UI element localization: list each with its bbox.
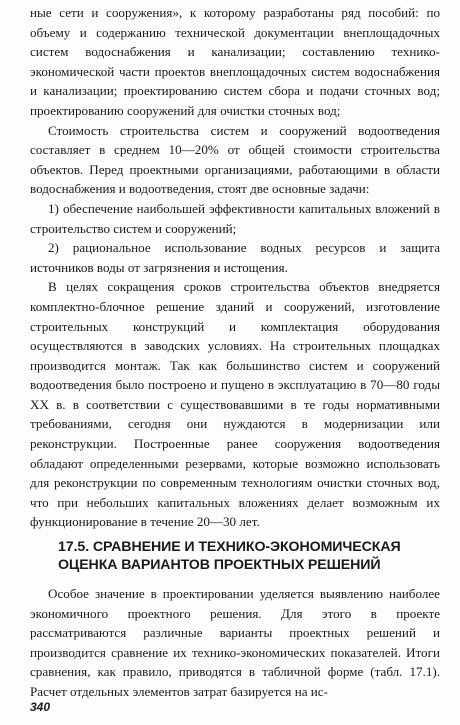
body-text-top — [30, 3, 440, 532]
section-heading-line-1: 17.5. СРАВНЕНИЕ И ТЕХНИКО-ЭКОНОМИЧЕСКАЯ — [58, 539, 401, 555]
paragraph-cost: Стоимость строительства систем и сооружений водоотведения составляет в среднем 10—20% от общей стоимости строительства объектов. Перед проектными организациями, работающими в области водоснабжения и водоотведения, стоят две основные задачи: — [30, 122, 440, 197]
section-heading — [58, 539, 438, 574]
body-text-bottom — [30, 584, 440, 702]
paragraph-construction: В целях сокращения сроков строительства объектов внедряется комплектно-блочное решение зданий и сооружений, изготовление строительных конструкций и комплектация оборудования осуществляются в заводских условиях. На строительных площадках производится монтаж. Так как большинство систем и сооружений водоотведения было построено и пущено в эксплуатацию в 70—80 годы XX в. в соответствии с существовавшими в те годы нормативными требованиями, сегодня они нуждаются в модернизации или реконструкции. Построенные ранее сооружения водоотведения обладают определенными резервами, которые возможно использовать для реконструкции по современным технологиям очистки сточных вод, что при небольших капитальных вложениях делает возможным их функционирование в течение 20—30 лет. — [30, 279, 440, 530]
section-heading-line-2: ОЦЕНКА ВАРИАНТОВ ПРОЕКТНЫХ РЕШЕНИЙ — [58, 556, 381, 573]
list-item-1: 1) обеспечение наибольшей эффективности капитальных вложений в строительство систем и сооружений; — [30, 200, 440, 236]
list-item-2: 2) рациональное использование водных ресурсов и защита источников воды от загрязнения и истощения. — [30, 240, 440, 275]
page-number: 340 — [30, 700, 51, 714]
paragraph-continuation: ные сети и сооружения», к которому разработаны ряд пособий: по объему и содержанию технической документации внеплощадочных систем водоснабжения и канализации; составлению технико-экономической части проектов внеплощадочных систем водоснабжения и канализации; проектированию систем сбора и подачи сточных вод; проектированию сооружений для очистки сточных вод; — [30, 5, 440, 118]
paragraph-comparison: Особое значение в проектировании уделяется выявлению наиболее экономичного проектного решения. Для этого в проекте рассматриваются различные варианты проектных решений и производится сравнение их технико-экономических показателей. Итоги сравнения, как правило, приводятся в табличной форме (табл. 17.1). Расчет отдельных элементов затрат базируется на ис- — [30, 586, 440, 699]
